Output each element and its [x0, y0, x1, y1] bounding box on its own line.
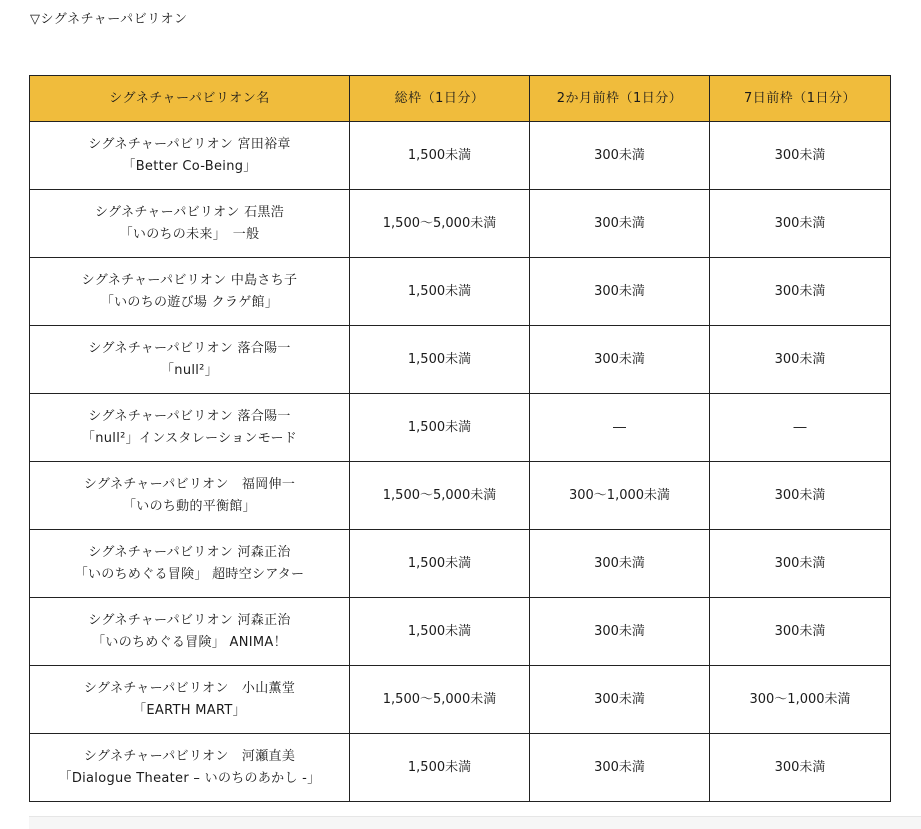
- pavilion-name-line-1: シグネチャーパビリオン 福岡伸一: [83, 476, 296, 492]
- seven-days-cell: 300未満: [710, 530, 891, 598]
- table-row: [30, 326, 891, 394]
- total-cell: 1,500未満: [350, 734, 530, 802]
- seven-days-cell: 300未満: [710, 258, 891, 326]
- table-row: [30, 530, 891, 598]
- header-seven-days: 7日前枠（1日分）: [710, 76, 891, 122]
- pavilion-name-line-2: 「いのちめぐる冒険」 ANIMA！: [92, 634, 287, 650]
- section-heading: ▽シグネチャーパビリオン: [30, 12, 188, 27]
- two-months-cell: 300～1,000未満: [530, 462, 710, 530]
- table-row: [30, 598, 891, 666]
- table-body: [30, 122, 891, 802]
- header-pavilion-name: シグネチャーパビリオン名: [30, 76, 350, 122]
- pavilion-name-line-2: 「いのちの未来」 一般: [119, 226, 260, 242]
- two-months-cell: 300未満: [530, 258, 710, 326]
- total-cell: 1,500～5,000未満: [350, 666, 530, 734]
- table-row: [30, 122, 891, 190]
- pavilion-reservation-table: [29, 75, 891, 802]
- seven-days-cell: 300未満: [710, 122, 891, 190]
- header-two-months: 2か月前枠（1日分）: [530, 76, 710, 122]
- two-months-cell: 300未満: [530, 530, 710, 598]
- table-row: [30, 666, 891, 734]
- table-row: [30, 734, 891, 802]
- two-months-cell: ―: [530, 394, 710, 462]
- seven-days-cell: 300未満: [710, 598, 891, 666]
- pavilion-name-line-1: シグネチャーパビリオン 落合陽一: [88, 340, 291, 356]
- total-cell: 1,500未満: [350, 530, 530, 598]
- pavilion-name-line-1: シグネチャーパビリオン 河森正治: [88, 612, 291, 628]
- two-months-cell: 300未満: [530, 122, 710, 190]
- total-cell: 1,500未満: [350, 598, 530, 666]
- seven-days-cell: 300未満: [710, 734, 891, 802]
- seven-days-cell: 300～1,000未満: [710, 666, 891, 734]
- total-cell: 1,500未満: [350, 258, 530, 326]
- table-row: [30, 462, 891, 530]
- seven-days-cell: 300未満: [710, 326, 891, 394]
- pavilion-name-cell: [30, 122, 350, 190]
- table-row: [30, 394, 891, 462]
- pavilion-name-line-2: 「いのち動的平衡館」: [122, 498, 256, 514]
- pavilion-name-cell: [30, 326, 350, 394]
- pavilion-name-line-1: シグネチャーパビリオン 中島さち子: [81, 272, 298, 288]
- pavilion-name-line-2: 「null²」: [160, 362, 218, 378]
- total-cell: 1,500未満: [350, 122, 530, 190]
- table-row: [30, 190, 891, 258]
- pavilion-name-cell: [30, 598, 350, 666]
- pavilion-name-line-2: 「Better Co-Being」: [122, 158, 257, 174]
- total-cell: 1,500～5,000未満: [350, 190, 530, 258]
- seven-days-cell: 300未満: [710, 462, 891, 530]
- pavilion-name-line-2: 「いのちめぐる冒険」 超時空シアター: [74, 566, 305, 582]
- table-row: [30, 258, 891, 326]
- pavilion-name-cell: [30, 394, 350, 462]
- two-months-cell: 300未満: [530, 598, 710, 666]
- two-months-cell: 300未満: [530, 190, 710, 258]
- seven-days-cell: ―: [710, 394, 891, 462]
- pavilion-name-cell: [30, 734, 350, 802]
- two-months-cell: 300未満: [530, 666, 710, 734]
- pavilion-name-line-1: シグネチャーパビリオン 宮田裕章: [88, 136, 291, 152]
- table-header-row: [30, 76, 891, 122]
- pavilion-name-line-1: シグネチャーパビリオン 小山薫堂: [83, 680, 296, 696]
- pavilion-name-cell: [30, 462, 350, 530]
- pavilion-name-line-2: 「null²」インスタレーションモード: [81, 430, 298, 446]
- pavilion-name-cell: [30, 190, 350, 258]
- seven-days-cell: 300未満: [710, 190, 891, 258]
- pavilion-name-line-2: 「EARTH MART」: [133, 702, 246, 718]
- pavilion-name-cell: [30, 530, 350, 598]
- total-cell: 1,500～5,000未満: [350, 462, 530, 530]
- pavilion-name-line-2: 「いのちの遊び場 クラゲ館」: [100, 294, 279, 310]
- pavilion-name-line-2: 「Dialogue Theater – いのちのあかし -」: [58, 770, 321, 786]
- pavilion-name-cell: [30, 666, 350, 734]
- pavilion-name-cell: [30, 258, 350, 326]
- total-cell: 1,500未満: [350, 394, 530, 462]
- two-months-cell: 300未満: [530, 326, 710, 394]
- pavilion-name-line-1: シグネチャーパビリオン 石黒浩: [94, 204, 285, 220]
- two-months-cell: 300未満: [530, 734, 710, 802]
- header-total: 総枠（1日分）: [350, 76, 530, 122]
- footer-strip: [29, 816, 921, 829]
- pavilion-name-line-1: シグネチャーパビリオン 落合陽一: [88, 408, 291, 424]
- pavilion-name-line-1: シグネチャーパビリオン 河瀬直美: [83, 748, 296, 764]
- pavilion-name-line-1: シグネチャーパビリオン 河森正治: [88, 544, 291, 560]
- total-cell: 1,500未満: [350, 326, 530, 394]
